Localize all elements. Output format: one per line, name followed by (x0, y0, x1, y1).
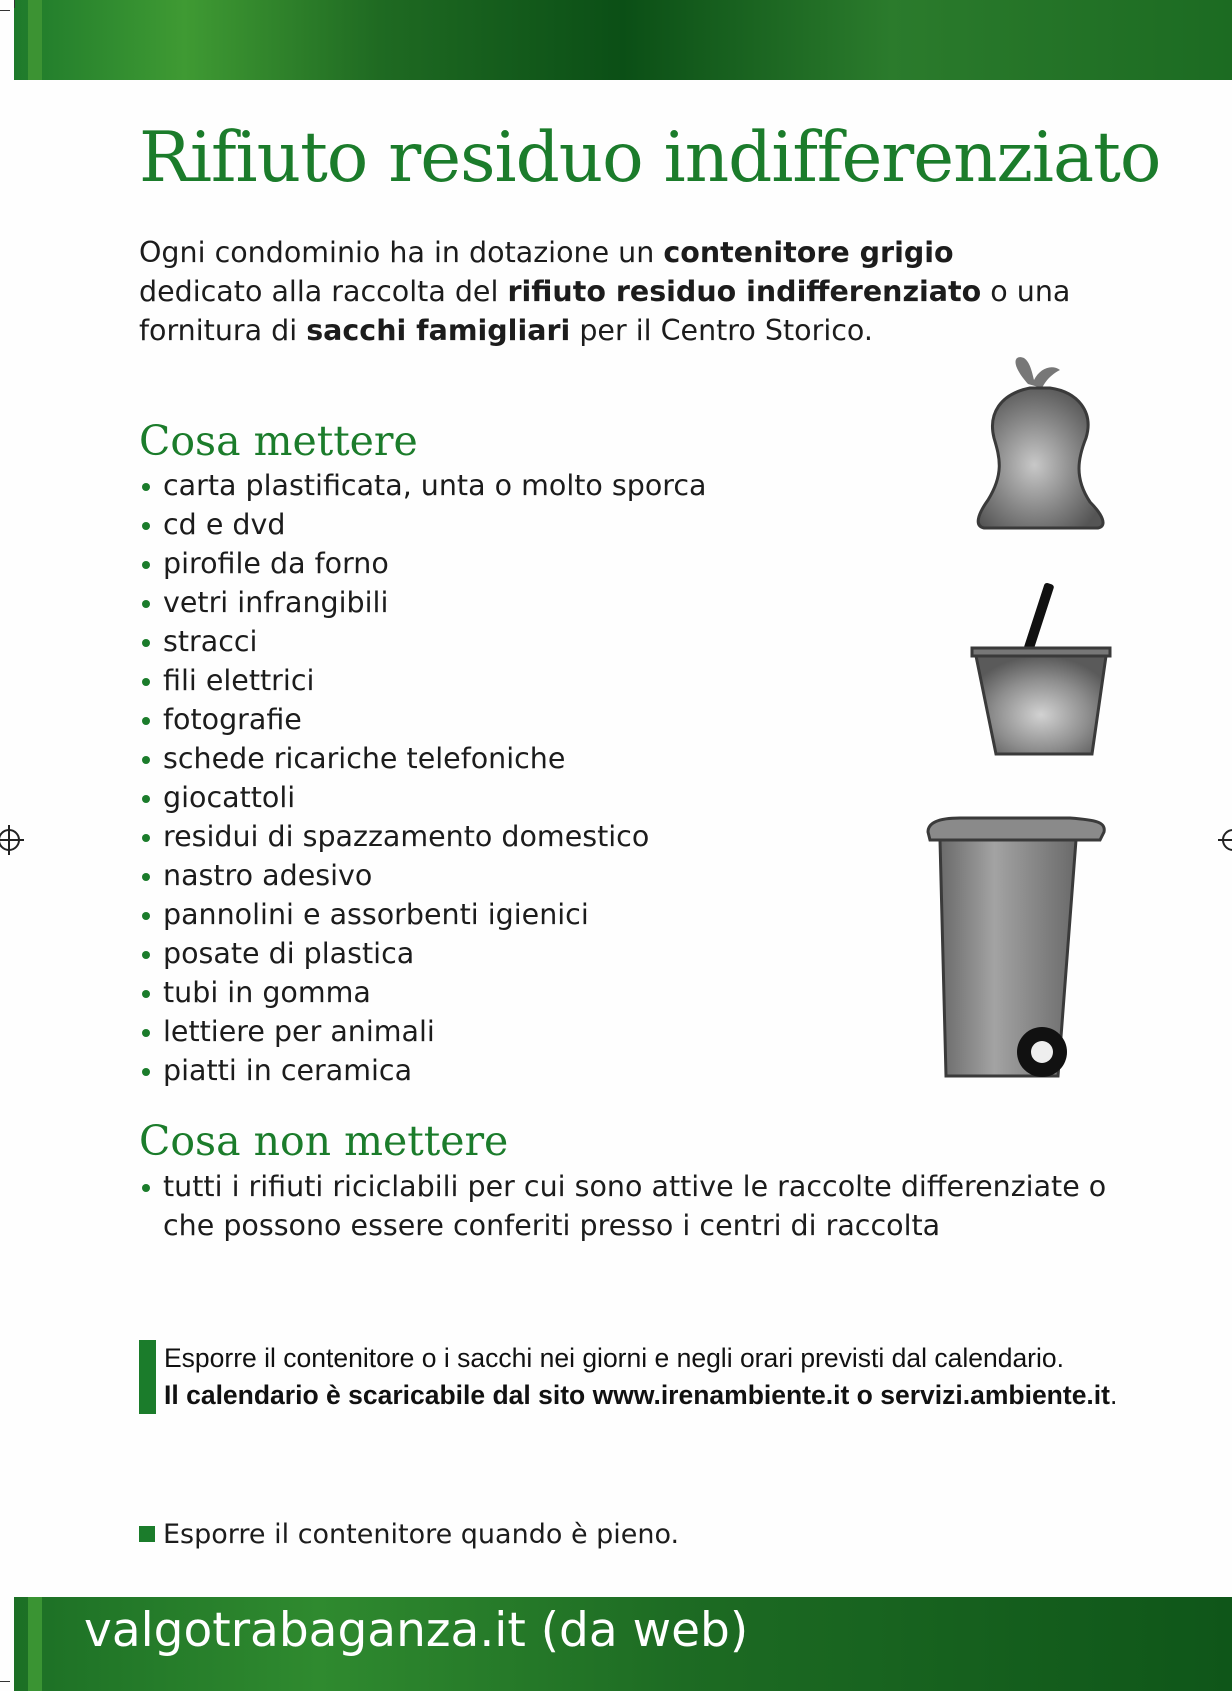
callout-period: . (1109, 1380, 1118, 1410)
crop-mark (14, 0, 15, 8)
note-text: Esporre il contenitore quando è pieno. (163, 1519, 680, 1550)
green-square-icon (139, 1526, 155, 1542)
intro-text: o una fornitura di (139, 275, 1071, 347)
list-item: posate di plastica (139, 934, 707, 973)
list-item: tutti i rifiuti riciclabili per cui sono attive le raccolte differenziate o che possono essere conferiti presso i centri di raccolta (139, 1167, 1163, 1245)
calendar-callout (139, 1340, 1154, 1414)
intro-bold: contenitore grigio (663, 236, 954, 269)
list-item: fili elettrici (139, 661, 707, 700)
list-item: schede ricariche telefoniche (139, 739, 707, 778)
top-green-band (14, 0, 1232, 80)
list-item: stracci (139, 622, 707, 661)
intro-text: Ogni condominio ha in dotazione un (139, 236, 664, 269)
intro-paragraph (139, 233, 1079, 350)
full-container-note (139, 1519, 679, 1550)
calendar-link-text: Il calendario è scaricabile dal sito www.irenambiente.it o servizi.ambiente.it (164, 1380, 1110, 1410)
cosa-mettere-heading: Cosa mettere (139, 417, 418, 465)
callout-line: Esporre il contenitore o i sacchi nei giorni e negli orari previsti dal calendario. (164, 1343, 1064, 1373)
page-title: Rifiuto residuo indifferenziato (139, 118, 1161, 198)
intro-bold: rifiuto residuo indifferenziato (507, 275, 982, 308)
intro-text: dedicato alla raccolta del (139, 275, 508, 308)
registration-mark (1222, 829, 1232, 851)
list-item: fotografie (139, 700, 707, 739)
list-item: vetri infrangibili (139, 583, 707, 622)
crop-mark (0, 1681, 10, 1682)
list-item: giocattoli (139, 778, 707, 817)
list-item: piatti in ceramica (139, 1051, 707, 1090)
callout-line-bold (164, 1377, 1154, 1414)
list-item: residui di spazzamento domestico (139, 817, 707, 856)
crop-mark (0, 10, 10, 11)
registration-mark (0, 829, 20, 851)
list-item: tubi in gomma (139, 973, 707, 1012)
trash-bag-icon (970, 354, 1110, 530)
cosa-non-mettere-list (139, 1167, 1163, 1245)
list-item: lettiere per animali (139, 1012, 707, 1051)
cosa-mettere-list (139, 466, 707, 1090)
list-item: carta plastificata, unta o molto sporca (139, 466, 707, 505)
intro-bold: sacchi famigliari (306, 314, 571, 347)
bucket-icon (966, 582, 1116, 758)
list-item: cd e dvd (139, 505, 707, 544)
footer-source: valgotrabaganza.it (da web) (84, 1603, 749, 1658)
list-item: nastro adesivo (139, 856, 707, 895)
wheelie-bin-icon (920, 806, 1108, 1080)
list-item: pannolini e assorbenti igienici (139, 895, 707, 934)
cosa-non-mettere-heading: Cosa non mettere (139, 1117, 509, 1165)
intro-text: per il Centro Storico. (570, 314, 873, 347)
list-item: pirofile da forno (139, 544, 707, 583)
